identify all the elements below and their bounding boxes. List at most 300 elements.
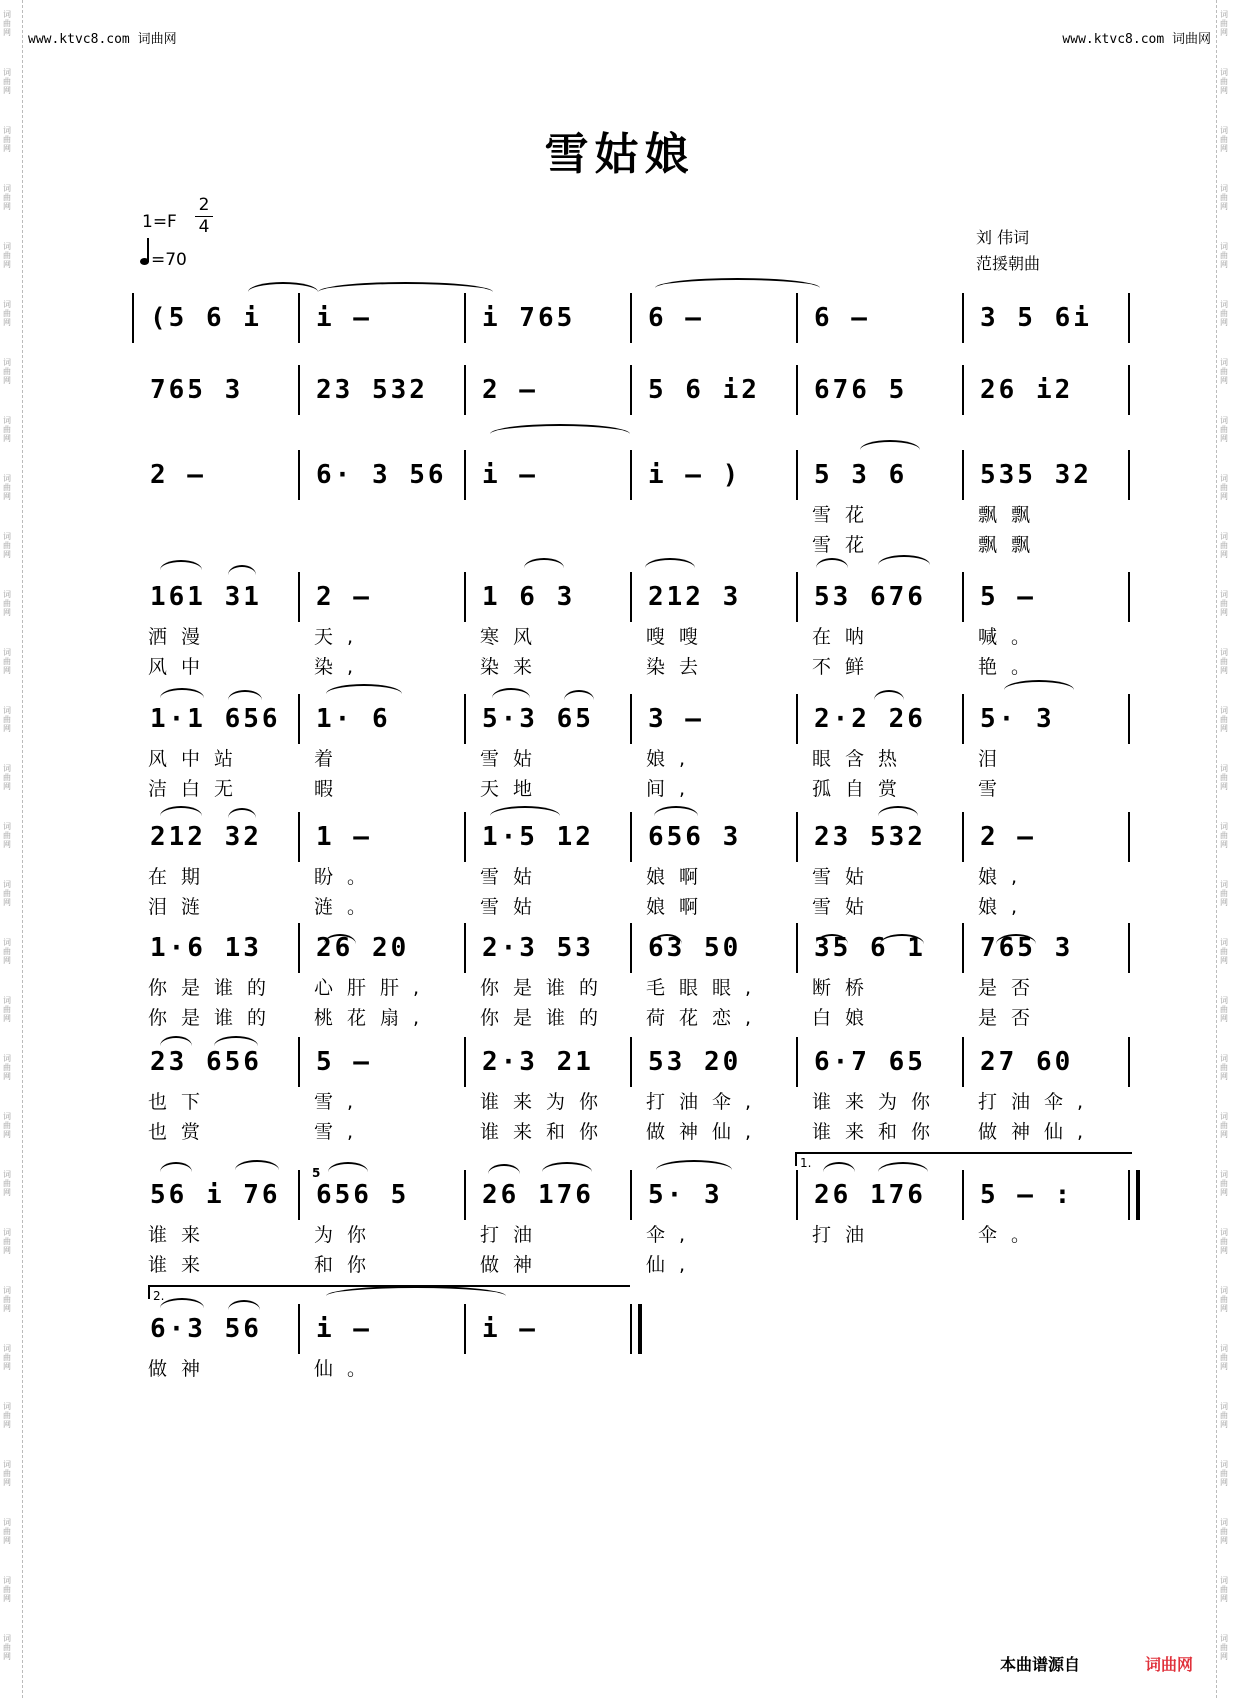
barline [1128,293,1130,343]
slur-arc [228,565,256,585]
barline [630,1304,642,1354]
watermark-text: 词曲网 [1220,1634,1228,1661]
lyric-verse-1: 着 [314,748,348,770]
lyric-verse-2: 风中 [148,656,215,678]
watermark-text: 词曲网 [1220,764,1228,791]
watermark-text: 词曲网 [1220,1518,1228,1545]
barline [464,450,466,500]
lyric-verse-1: 雪姑 [480,866,547,888]
measure: 23 656 [150,1047,262,1077]
barline [962,923,964,973]
watermark-text: 词曲网 [1220,880,1228,907]
measure: 2·3 21 [482,1047,594,1077]
lyric-verse-1: 风中站 [148,748,248,770]
lyric-verse-2: 做神 [480,1254,547,1276]
measure: 26 20 [316,933,410,963]
watermark-text: 词曲网 [3,764,11,791]
measure: 1·6 13 [150,933,262,963]
barline [1128,812,1130,862]
barline [962,365,964,415]
lyric-verse-1: 雪花 [812,504,879,526]
barline [630,365,632,415]
watermark-text: 词曲网 [1220,1228,1228,1255]
slur-arc [160,1036,192,1056]
lyric-verse-2: 谁来 [148,1254,215,1276]
lyric-verse-2: 你是谁的 [480,1007,613,1029]
volta-label: 1. [800,1156,812,1170]
watermark-text: 词曲网 [3,1576,11,1603]
watermark-text: 词曲网 [1220,532,1228,559]
slur-arc [490,424,630,444]
barline [630,1170,632,1220]
lyric-verse-2: 娘, [978,896,1032,918]
watermark-text: 词曲网 [1220,1460,1228,1487]
barline [796,1037,798,1087]
watermark-text: 词曲网 [1220,822,1228,849]
score-row [140,822,1130,918]
measure: 6·7 65 [814,1047,926,1077]
barline [630,923,632,973]
watermark-text: 词曲网 [3,126,11,153]
lyric-verse-2: 染去 [646,656,713,678]
lyric-verse-1: 寒风 [480,626,547,648]
barline [630,572,632,622]
slur-arc [524,558,564,578]
slur-arc [1004,680,1074,700]
slur-arc [880,934,924,954]
measure: 656 3 [648,822,742,852]
lyric-verse-2: 雪姑 [480,896,547,918]
barline [796,694,798,744]
barline [132,293,134,343]
measure: 5 – [980,582,1036,612]
slur-arc [645,558,695,578]
lyric-verse-2: 荷花恋, [646,1007,766,1029]
song-title: 雪姑娘 [544,129,695,180]
watermark-text: 词曲网 [3,1634,11,1661]
barline [796,923,798,973]
watermark-text: 词曲网 [3,416,11,443]
time-signature-top: 2 [198,195,210,215]
lyric-verse-2: 仙, [646,1254,700,1276]
watermark-text: 词曲网 [1220,184,1228,211]
barline [796,1170,798,1220]
measure: i 765 [482,303,576,333]
watermark-text: 词曲网 [3,880,11,907]
measure: 5 – [316,1047,372,1077]
measure: 2·2 26 [814,704,926,734]
lyric-verse-2: 染, [314,656,368,678]
barline [298,450,300,500]
left-watermark-strip [0,0,23,1698]
barline [464,812,466,862]
slur-arc [878,806,918,826]
measure: 26 176 [814,1180,926,1210]
watermark-text: 词曲网 [3,1228,11,1255]
lyric-verse-2: 孤自赏 [812,778,912,800]
lyric-verse-1: 打油 [480,1224,547,1246]
lyric-verse-1: 毛眼眼, [646,977,766,999]
slur-arc [816,558,848,578]
watermark-text: 词曲网 [3,68,11,95]
measure: 6 – [648,303,704,333]
barline [298,1170,300,1220]
measure: 535 32 [980,460,1092,490]
measure: 2 – [482,375,538,405]
lyric-verse-2: 也赏 [148,1121,215,1143]
lyric-verse-2: 是否 [978,1007,1045,1029]
barline [962,1037,964,1087]
measure: 765 3 [980,933,1074,963]
barline [796,812,798,862]
barline [1128,450,1130,500]
lyric-verse-2: 洁白无 [148,778,248,800]
watermark-text: 词曲网 [1220,1170,1228,1197]
lyric-verse-1: 嗖嗖 [646,626,713,648]
time-signature-bottom: 4 [198,217,210,237]
watermark-text: 词曲网 [1220,126,1228,153]
measure: 3 – [648,704,704,734]
measure: 1 – [316,822,372,852]
measure: 212 3 [648,582,742,612]
barline [796,450,798,500]
lyric-verse-2: 不鲜 [812,656,879,678]
lyric-verse-2: 桃花扇, [314,1007,434,1029]
lyric-verse-2: 做神仙, [646,1121,766,1143]
barline [464,365,466,415]
lyric-verse-1: 盼。 [314,866,381,888]
measure: 5·3 65 [482,704,594,734]
lyric-verse-1: 雪, [314,1091,368,1113]
watermark-text: 词曲网 [1220,1112,1228,1139]
slur-arc [235,1160,279,1180]
lyric-verse-1: 做神 [148,1358,215,1380]
measure: 23 532 [814,822,926,852]
watermark-text: 词曲网 [1220,10,1228,37]
barline [630,293,632,343]
lyric-verse-2: 你是谁的 [148,1007,281,1029]
watermark-text: 词曲网 [3,10,11,37]
watermark-text: 词曲网 [3,938,11,965]
measure: 27 60 [980,1047,1074,1077]
barline [298,572,300,622]
score-row [140,375,1130,435]
key-signature: 1=F [142,212,177,232]
watermark-text: 词曲网 [3,1170,11,1197]
barline [298,923,300,973]
watermark-text: 词曲网 [3,1054,11,1081]
measure: 2 – [980,822,1036,852]
lyric-verse-1: 洒漫 [148,626,215,648]
measure: 765 3 [150,375,244,405]
measure: i – [482,460,538,490]
lyric-verse-2: 白娘 [812,1007,879,1029]
time-signature [195,196,213,237]
measure: 1·1 656 [150,704,281,734]
score-row [140,704,1130,800]
measure: 676 5 [814,375,908,405]
slur-arc [324,934,356,954]
measure: 656 5 [316,1180,410,1210]
slur-arc [228,808,256,828]
footer-source: 本曲谱源自 [1000,1655,1081,1674]
measure: 6·3 56 [150,1314,262,1344]
measure: i – [316,1314,372,1344]
measure: 63 50 [648,933,742,963]
barline [796,365,798,415]
volta-label: 2. [153,1289,165,1303]
watermark-text: 词曲网 [3,532,11,559]
slur-arc [228,690,262,710]
score-row [140,1314,1130,1380]
watermark-text: 词曲网 [1220,358,1228,385]
lyric-verse-1: 伞, [646,1224,700,1246]
slur-arc [488,1164,520,1184]
watermark-text: 词曲网 [1220,590,1228,617]
lyric-verse-1: 娘啊 [646,866,713,888]
barline [630,450,632,500]
watermark-text: 词曲网 [1220,242,1228,269]
lyric-verse-2: 艳。 [978,656,1045,678]
barline [464,694,466,744]
barline [464,1037,466,1087]
measure: 2 – [316,582,372,612]
score-row [140,933,1130,1029]
watermark-text: 词曲网 [3,1460,11,1487]
watermark-text: 词曲网 [3,184,11,211]
barline [962,572,964,622]
measure: 6· 3 56 [316,460,447,490]
lyric-verse-1: 飘飘 [978,504,1045,526]
watermark-text: 词曲网 [3,300,11,327]
lyric-verse-1: 断桥 [812,977,879,999]
lyric-verse-1: 仙。 [314,1358,381,1380]
slur-arc [492,688,530,708]
barline [1128,923,1130,973]
measure: 53 20 [648,1047,742,1077]
watermark-text: 词曲网 [1220,68,1228,95]
watermark-text: 词曲网 [3,1518,11,1545]
watermark-text: 词曲网 [1220,996,1228,1023]
lyric-verse-1: 打油 [812,1224,879,1246]
measure: (5 6 i [150,303,262,333]
slur-arc [654,806,698,826]
slur-arc [490,806,560,826]
watermark-text: 词曲网 [3,358,11,385]
measure: 6 – [814,303,870,333]
composer-credit: 范援朝曲 [976,254,1041,273]
slur-arc [542,1162,592,1182]
lyric-verse-1: 是否 [978,977,1045,999]
slur-arc [160,560,202,580]
watermark-text: 词曲网 [1220,474,1228,501]
watermark-text: 词曲网 [1220,1054,1228,1081]
barline [464,923,466,973]
measure: 5 6 i2 [648,375,760,405]
lyric-verse-2: 雪 [978,778,1012,800]
slur-arc [816,934,848,954]
header-site-left: www.ktvc8.com 词曲网 [28,32,177,47]
measure: i – [316,303,372,333]
slur-arc [655,278,820,298]
slur-arc [996,934,1036,954]
barline [464,1304,466,1354]
score-row [140,1047,1130,1143]
slur-arc [318,282,493,302]
lyric-verse-1: 谁来为你 [812,1091,945,1113]
slur-arc [652,934,682,954]
watermark-text: 词曲网 [1220,706,1228,733]
measure: 2 – [150,460,206,490]
barline [464,572,466,622]
slur-arc [860,440,920,460]
measure: 1· 6 [316,704,391,734]
barline [796,572,798,622]
watermark-text: 词曲网 [1220,648,1228,675]
slur-arc [326,684,402,704]
lyric-verse-2: 涟。 [314,896,381,918]
tempo-marking [140,250,187,270]
barline [630,812,632,862]
lyric-verse-1: 眼含热 [812,748,912,770]
lyric-verse-2: 雪姑 [812,896,879,918]
measure: 23 532 [316,375,428,405]
watermark-text: 词曲网 [1220,938,1228,965]
lyric-verse-1: 谁来为你 [480,1091,613,1113]
measure: 2·3 53 [482,933,594,963]
lyric-verse-2: 和你 [314,1254,381,1276]
tempo-value: =70 [151,250,187,270]
lyric-verse-2: 做神仙, [978,1121,1098,1143]
barline [962,812,964,862]
watermark-text: 词曲网 [3,1344,11,1371]
slur-arc [328,1162,368,1182]
watermark-text: 词曲网 [3,1402,11,1429]
barline [298,1304,300,1354]
slur-arc [248,282,318,302]
barline [962,694,964,744]
watermark-text: 词曲网 [1220,1286,1228,1313]
grace-note: 5 [312,1166,321,1180]
watermark-text: 词曲网 [3,996,11,1023]
right-watermark-strip [1216,0,1239,1698]
measure: 53 676 [814,582,926,612]
lyric-verse-2: 染来 [480,656,547,678]
slur-arc [228,1300,260,1320]
score-row [140,303,1130,363]
score-row [140,460,1130,556]
barline [962,293,964,343]
measure: 1 6 3 [482,582,576,612]
lyricist-credit: 刘 伟词 [976,228,1030,247]
lyric-verse-1: 在呐 [812,626,879,648]
barline [1128,1037,1130,1087]
lyric-verse-2: 雪, [314,1121,368,1143]
watermark-text: 词曲网 [3,1112,11,1139]
lyric-verse-1: 泪 [978,748,1012,770]
lyric-verse-1: 娘, [978,866,1032,888]
lyric-verse-2: 娘啊 [646,896,713,918]
watermark-text: 词曲网 [3,648,11,675]
lyric-verse-2: 飘飘 [978,534,1045,556]
barline [630,1037,632,1087]
measure: 212 32 [150,822,262,852]
watermark-text: 词曲网 [3,706,11,733]
barline [630,694,632,744]
slur-arc [160,806,202,826]
lyric-verse-2: 暇 [314,778,348,800]
barline [962,1170,964,1220]
quarter-note-icon [140,258,149,265]
watermark-text: 词曲网 [3,590,11,617]
lyric-verse-1: 打油伞, [978,1091,1098,1113]
barline [1128,572,1130,622]
measure: 3 5 6i [980,303,1092,333]
barline [298,694,300,744]
measure: 161 31 [150,582,262,612]
measure: 56 i 76 [150,1180,281,1210]
barline [298,365,300,415]
slur-arc [160,688,204,708]
lyric-verse-2: 间, [646,778,700,800]
header-site-right: www.ktvc8.com 词曲网 [1062,32,1211,47]
barline [1128,1170,1140,1220]
barline [464,1170,466,1220]
barline [796,293,798,343]
measure: 26 i2 [980,375,1074,405]
watermark-text: 词曲网 [1220,1344,1228,1371]
lyric-verse-2: 谁来和你 [812,1121,945,1143]
score-row [140,582,1130,678]
lyric-verse-2: 泪涟 [148,896,215,918]
lyric-verse-1: 打油伞, [646,1091,766,1113]
watermark-text: 词曲网 [1220,1576,1228,1603]
lyric-verse-2: 雪花 [812,534,879,556]
lyric-verse-1: 你是谁的 [148,977,281,999]
watermark-text: 词曲网 [3,242,11,269]
slur-arc [656,1160,732,1180]
slur-arc [878,555,930,575]
slur-arc [160,1298,204,1318]
volta-bracket [148,1285,630,1303]
barline [298,1037,300,1087]
measure: i – [482,1314,538,1344]
lyric-verse-1: 喊。 [978,626,1045,648]
measure: 5· 3 [648,1180,723,1210]
measure: i – ) [648,460,742,490]
barline [962,450,964,500]
lyric-verse-1: 心肝肝, [314,977,434,999]
score-row [140,1180,1130,1276]
footer-site-link[interactable]: 词曲网 [1145,1655,1194,1674]
measure: 5 3 6 [814,460,908,490]
lyric-verse-1: 谁来 [148,1224,215,1246]
measure: 35 6 1 [814,933,926,963]
slur-arc [160,1162,192,1182]
volta-bracket [795,1152,1132,1170]
slur-arc [214,1036,258,1056]
lyric-verse-1: 在期 [148,866,215,888]
lyric-verse-1: 为你 [314,1224,381,1246]
measure: 5· 3 [980,704,1055,734]
lyric-verse-1: 雪姑 [480,748,547,770]
measure: 5 – : [980,1180,1074,1210]
lyric-verse-1: 也下 [148,1091,215,1113]
watermark-text: 词曲网 [1220,1402,1228,1429]
lyric-verse-1: 娘, [646,748,700,770]
barline [1128,365,1130,415]
lyric-verse-2: 谁来和你 [480,1121,613,1143]
